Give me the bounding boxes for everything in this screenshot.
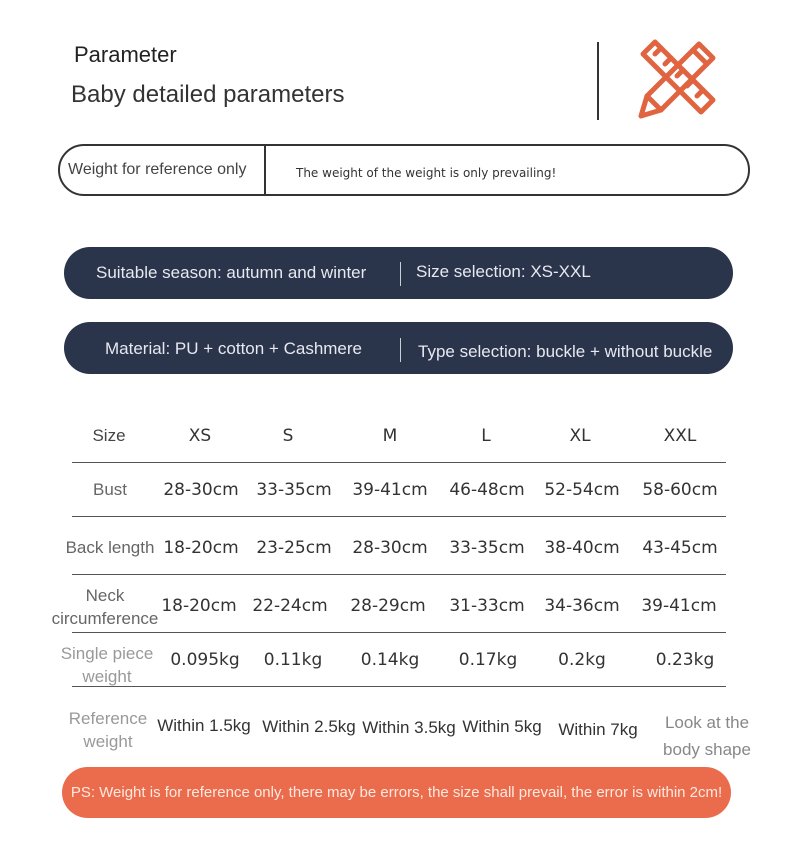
table-cell: 0.11kg	[263, 650, 323, 670]
size-header-xxl: XXL	[663, 426, 697, 446]
row-label-line: circumference	[51, 609, 159, 628]
size-header-xs: XS	[188, 426, 212, 446]
row-label-single-piece-weight	[52, 642, 162, 688]
table-cell: 58-60cm	[642, 480, 718, 500]
table-cell: Within 7kg	[558, 720, 638, 739]
type-selection-text: Type selection: buckle + without buckle	[418, 342, 713, 361]
table-cell: Within 1.5kg	[157, 716, 251, 735]
table-cell: 39-41cm	[352, 480, 428, 500]
table-cell: 0.17kg	[458, 650, 518, 670]
size-header-m: M	[382, 426, 398, 446]
table-cell: 28-29cm	[350, 596, 426, 616]
size-header-xl: XL	[569, 426, 591, 446]
reference-box	[58, 144, 750, 196]
table-cell: 34-36cm	[544, 596, 620, 616]
table-cell: 0.14kg	[360, 650, 420, 670]
size-header-label: Size	[92, 426, 126, 445]
table-cell: 46-48cm	[449, 480, 525, 500]
reference-divider	[264, 146, 266, 194]
row-label-neck-circumference	[44, 584, 166, 630]
page-title: Parameter	[74, 42, 177, 67]
size-selection-text: Size selection: XS-XXL	[416, 262, 591, 281]
table-cell: 18-20cm	[163, 538, 239, 558]
table-divider	[72, 516, 726, 517]
table-cell: 31-33cm	[449, 596, 525, 616]
info-pill-season	[64, 247, 733, 299]
table-cell: Within 3.5kg	[362, 718, 456, 737]
table-cell: 0.095kg	[170, 650, 240, 670]
table-cell: 0.23kg	[655, 650, 715, 670]
table-cell: 28-30cm	[352, 538, 428, 558]
cell-line: body shape	[663, 740, 751, 759]
ps-note-banner: PS: Weight is for reference only, there may be errors, the size shall prevail, the error is within 2cm!	[62, 767, 731, 818]
row-label-line: weight	[82, 667, 132, 686]
reference-label: Weight for reference only	[68, 161, 247, 178]
row-label-reference-weight	[58, 707, 158, 753]
pill-separator	[400, 262, 401, 286]
size-header-s: S	[282, 426, 294, 446]
table-cell: 22-24cm	[252, 596, 328, 616]
row-label-back-length: Back length	[65, 538, 155, 557]
table-cell: 23-25cm	[256, 538, 332, 558]
size-header-l: L	[481, 426, 491, 446]
material-text: Material: PU + cotton + Cashmere	[105, 339, 363, 358]
table-cell: 0.2kg	[558, 650, 606, 670]
table-cell-body-shape	[656, 709, 758, 763]
pencil-ruler-icon	[633, 36, 719, 122]
header-divider	[597, 42, 599, 120]
table-divider	[72, 632, 726, 633]
table-cell: 52-54cm	[544, 480, 620, 500]
table-cell: 39-41cm	[641, 596, 717, 616]
table-cell: 28-30cm	[163, 480, 239, 500]
table-divider	[72, 574, 726, 575]
reference-text: The weight of the weight is only prevailing!	[296, 166, 557, 180]
cell-line: Look at the	[664, 713, 750, 732]
row-label-line: weight	[83, 732, 133, 751]
table-cell: 43-45cm	[642, 538, 718, 558]
table-cell: 18-20cm	[161, 596, 237, 616]
table-divider	[72, 462, 726, 463]
season-text: Suitable season: autumn and winter	[96, 263, 367, 282]
row-label-line: Reference	[68, 709, 148, 728]
table-cell: 38-40cm	[544, 538, 620, 558]
row-label-bust: Bust	[92, 480, 128, 499]
table-cell: 33-35cm	[256, 480, 332, 500]
row-label-line: Single piece	[60, 644, 154, 663]
info-pill-material	[64, 322, 733, 374]
table-cell: 33-35cm	[449, 538, 525, 558]
table-divider	[72, 686, 726, 687]
page-subtitle: Baby detailed parameters	[71, 81, 345, 108]
pill-separator	[400, 338, 401, 362]
table-cell: Within 2.5kg	[262, 717, 356, 736]
table-cell: Within 5kg	[462, 717, 542, 736]
row-label-line: Neck	[85, 586, 125, 605]
